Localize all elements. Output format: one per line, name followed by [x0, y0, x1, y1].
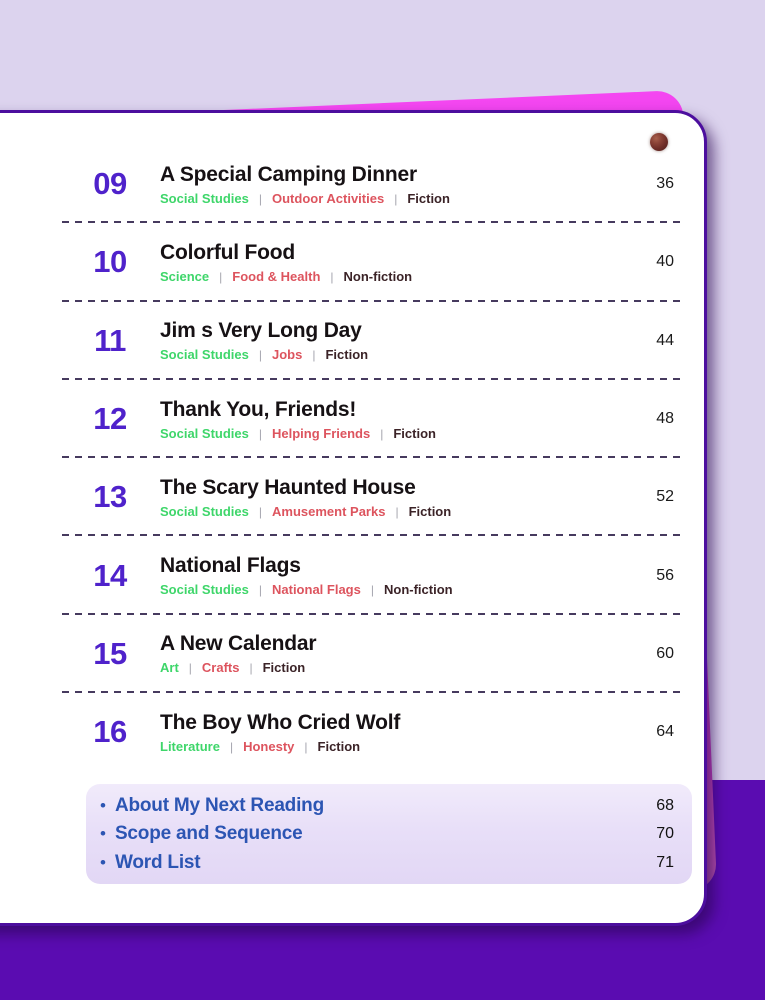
entry-text [160, 553, 453, 598]
entry-tags [160, 191, 450, 207]
tag-genre: Fiction [408, 503, 452, 519]
entry-number: 15 [93, 635, 127, 671]
entry-title: Jim s Very Long Day [160, 319, 362, 343]
entry-page-number: 60 [656, 644, 674, 662]
entry-tags [160, 269, 412, 285]
entry-number: 10 [93, 244, 127, 280]
tag-topic: National Flags [272, 582, 361, 598]
entry-page-number: 44 [656, 331, 674, 349]
entry-page-number: 64 [656, 723, 674, 741]
tag-subject: Art [160, 660, 179, 676]
tag-subject: Science [160, 268, 210, 284]
tag-subject: Social Studies [160, 503, 249, 519]
tag-topic: Crafts [201, 660, 240, 676]
entry-tags [160, 582, 453, 598]
toc-entry [86, 223, 674, 301]
entry-title: Thank You, Friends! [160, 397, 357, 421]
tag-subject: Literature [160, 738, 220, 754]
tag-separator: | [249, 661, 253, 676]
appendix-box [86, 784, 692, 884]
entry-number: 16 [93, 714, 127, 750]
contents-card [0, 110, 707, 926]
entry-number: 12 [93, 401, 127, 437]
toc-entry [86, 302, 674, 380]
toc-entry [86, 380, 674, 458]
tag-topic: Food & Health [232, 268, 321, 284]
tag-separator: | [258, 348, 262, 363]
entry-page-number: 40 [656, 253, 674, 271]
tag-subject: Social Studies [160, 347, 249, 363]
tag-subject: Social Studies [160, 582, 249, 598]
entry-number: 11 [94, 322, 126, 358]
bullet-icon: • [100, 852, 106, 872]
appendix-page-number: 70 [656, 825, 674, 842]
tag-genre: Fiction [393, 425, 436, 441]
entry-text [160, 318, 368, 363]
appendix-label: Scope and Sequence [114, 823, 303, 844]
tag-separator: | [394, 191, 398, 206]
toc-entry [86, 615, 674, 693]
tag-genre: Fiction [262, 660, 306, 676]
entry-title: National Flags [160, 554, 301, 578]
entry-number: 09 [93, 166, 127, 202]
tag-separator: | [370, 583, 374, 598]
tag-separator: | [188, 661, 192, 676]
toc-list [86, 145, 674, 771]
appendix-row [100, 852, 674, 874]
entry-title: The Scary Haunted House [160, 475, 416, 499]
tag-separator: | [258, 504, 262, 519]
appendix-label: About My Next Reading [114, 794, 324, 816]
appendix-page-number: 71 [656, 853, 674, 871]
entry-text [160, 631, 316, 676]
appendix-page-number: 68 [656, 796, 674, 814]
appendix-row [100, 795, 674, 817]
entry-title: A New Calendar [160, 632, 317, 656]
tag-separator: | [219, 269, 223, 284]
entry-text [160, 162, 450, 207]
tag-separator: | [258, 426, 262, 441]
toc-entry [86, 693, 674, 771]
entry-text [160, 397, 436, 442]
appendix-row [100, 823, 674, 845]
entry-text [160, 240, 412, 285]
tag-separator: | [258, 191, 262, 206]
tag-topic: Helping Friends [272, 425, 371, 441]
entry-page-number: 56 [656, 566, 674, 584]
tag-subject: Social Studies [160, 425, 249, 441]
entry-page-number: 48 [656, 410, 674, 428]
tag-subject: Social Studies [160, 190, 249, 206]
entry-number: 14 [93, 557, 127, 593]
tag-genre: Fiction [407, 190, 450, 206]
tag-separator: | [395, 504, 399, 519]
entry-number: 13 [93, 479, 127, 515]
entry-page-number: 36 [656, 175, 674, 193]
tag-separator: | [258, 583, 262, 598]
toc-entry [86, 536, 674, 614]
tag-genre: Fiction [325, 347, 369, 363]
tag-topic: Outdoor Activities [272, 190, 385, 206]
tag-genre: Non-fiction [343, 268, 413, 284]
tag-separator: | [229, 739, 234, 754]
tag-separator: | [380, 426, 384, 441]
bullet-icon: • [100, 824, 106, 843]
entry-title: Colorful Food [160, 240, 296, 264]
entry-title: A Special Camping Dinner [160, 162, 417, 186]
entry-title: The Boy Who Cried Wolf [160, 710, 401, 734]
entry-tags [160, 347, 368, 363]
entry-tags [160, 660, 316, 676]
entry-tags [160, 739, 400, 755]
tag-topic: Amusement Parks [272, 503, 386, 519]
entry-page-number: 52 [656, 488, 674, 506]
tag-topic: Jobs [272, 347, 303, 363]
tag-separator: | [304, 739, 308, 754]
tag-genre: Fiction [317, 738, 361, 754]
tag-topic: Honesty [243, 738, 295, 754]
toc-entry [86, 145, 674, 223]
tag-genre: Non-fiction [383, 582, 453, 598]
appendix-label: Word List [114, 851, 201, 873]
bullet-icon: • [100, 795, 106, 815]
entry-tags [160, 426, 436, 442]
entry-text [160, 710, 400, 755]
tag-separator: | [312, 348, 316, 363]
toc-entry [86, 458, 674, 536]
entry-text [160, 475, 451, 520]
entry-tags [160, 504, 451, 520]
tag-separator: | [330, 269, 334, 284]
